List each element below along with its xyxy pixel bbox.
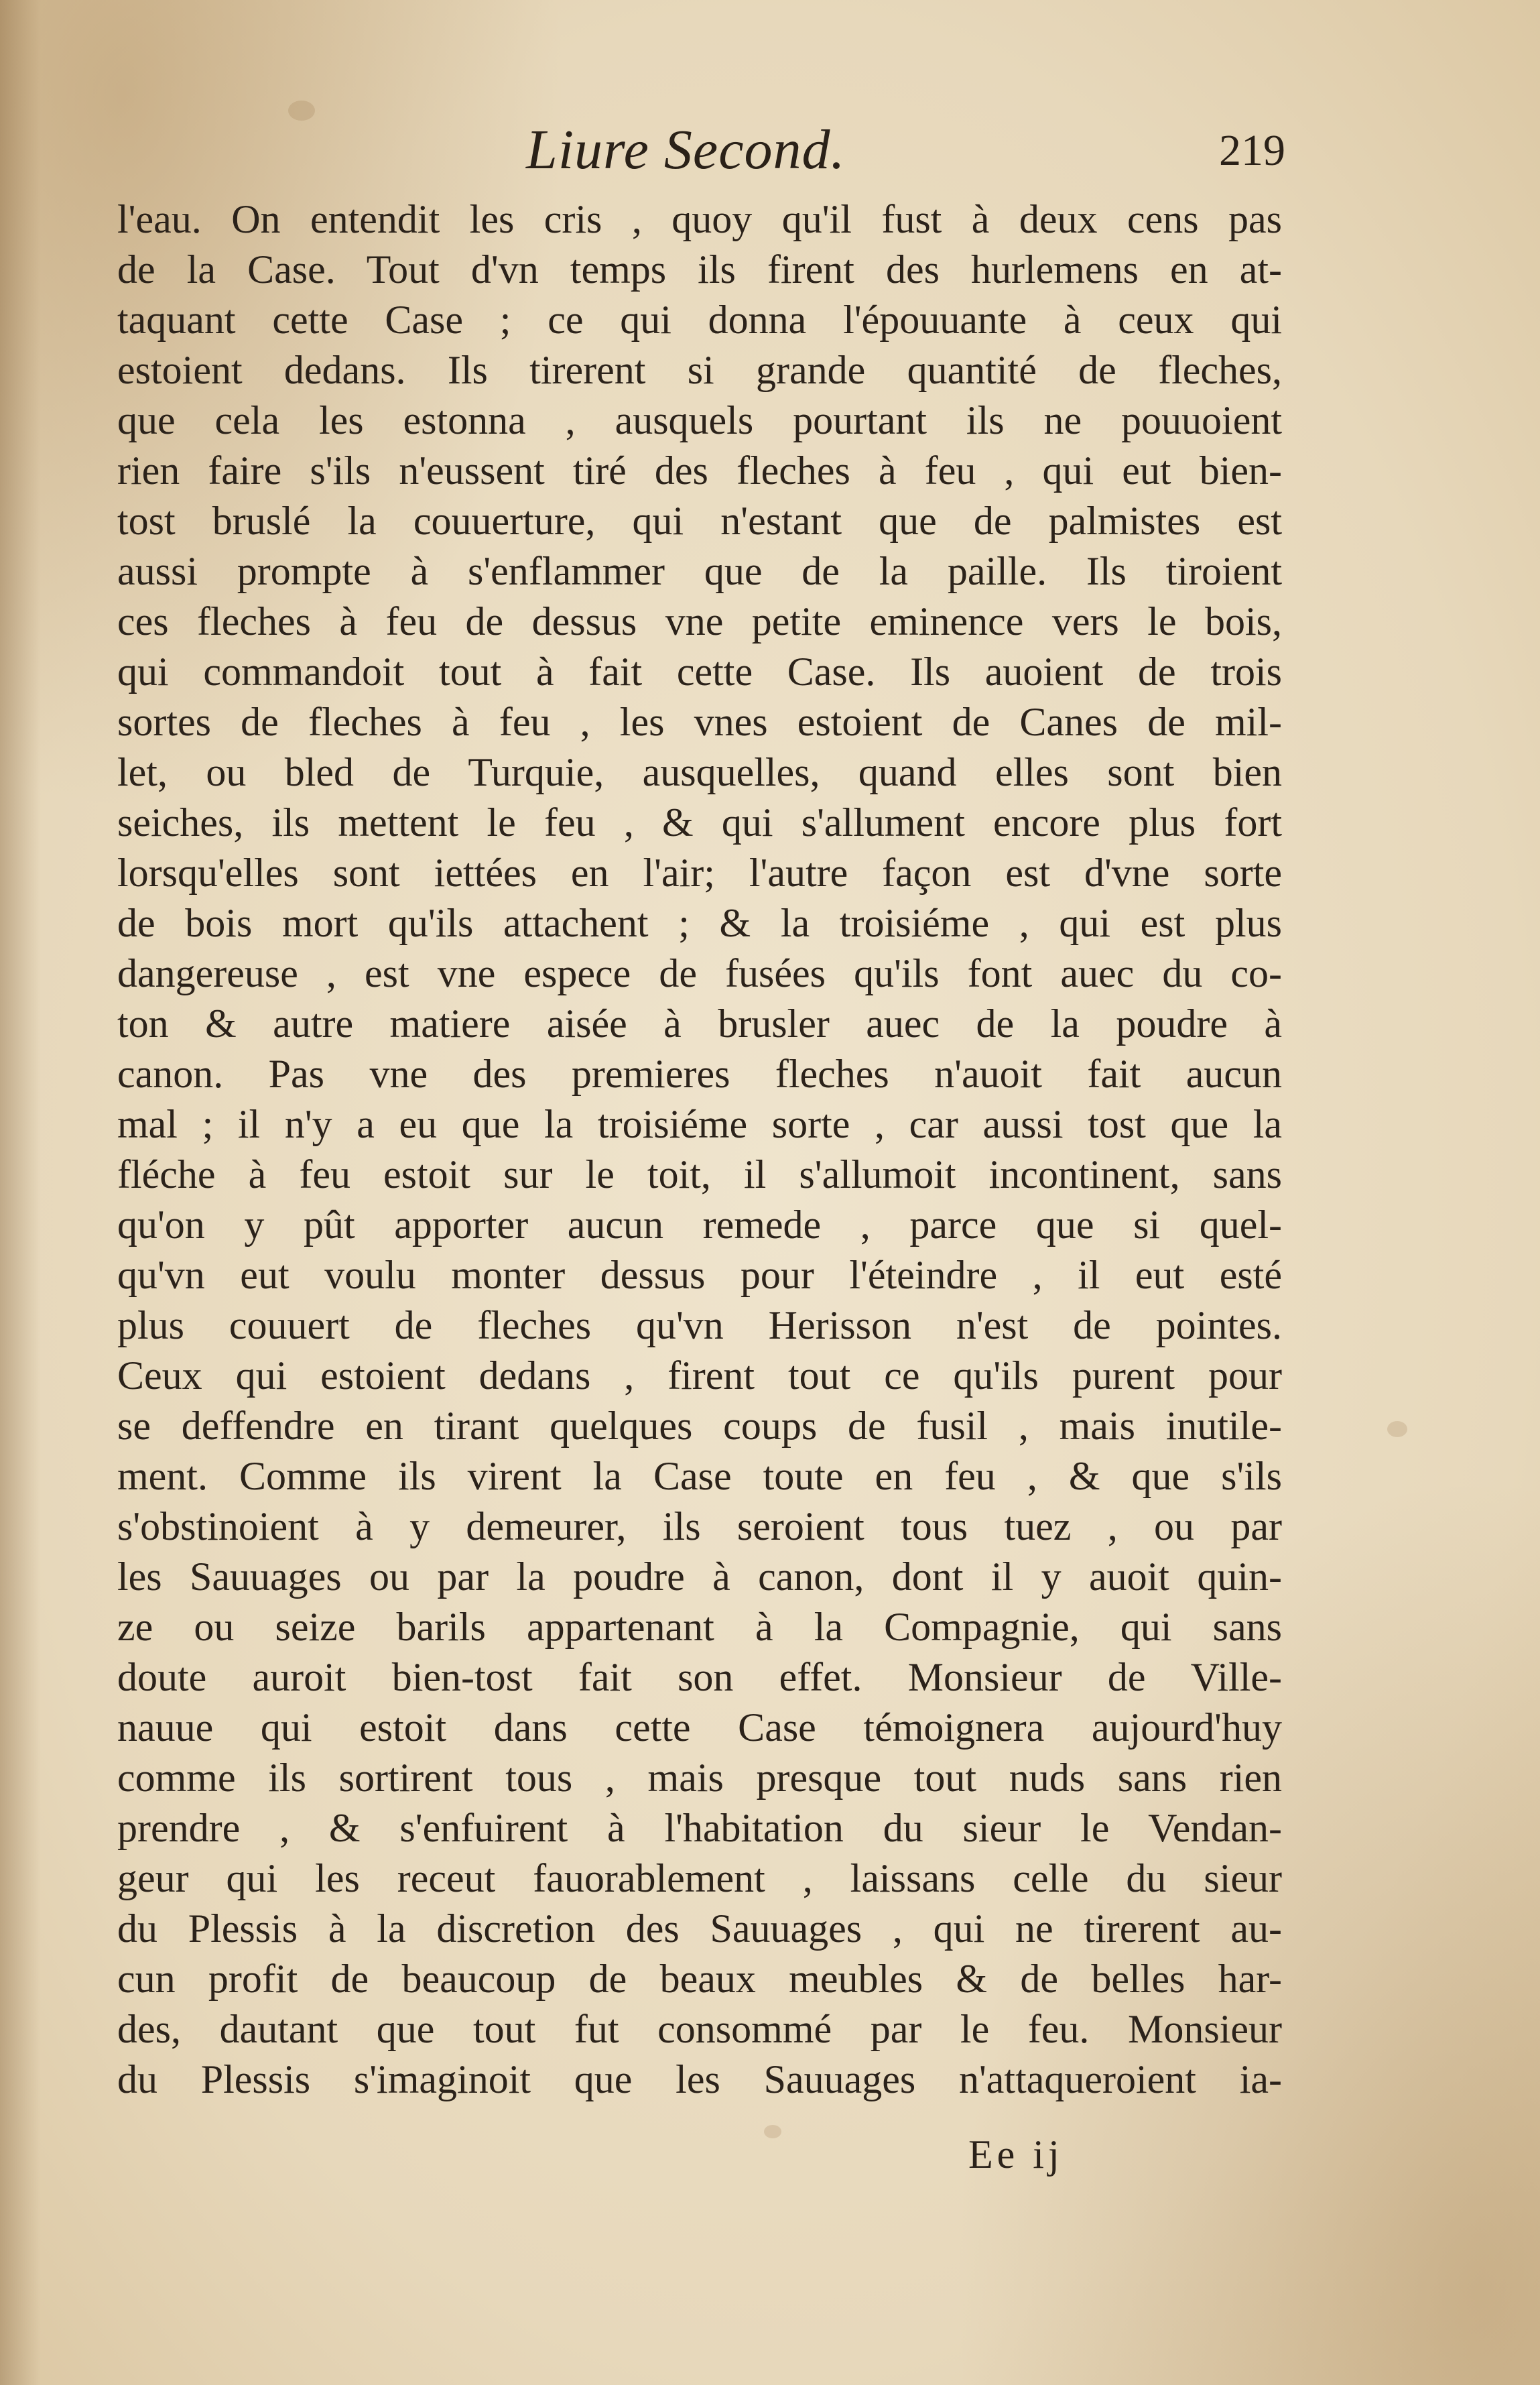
text-line: qui commandoit tout à fait cette Case. Ils auoient de trois [117, 650, 1282, 694]
text-line: de bois mort qu'ils attachent ; & la troisiéme , qui est plus [117, 901, 1282, 945]
text-line: mal ; il n'y a eu que la troisiéme sorte , car aussi tost que la [117, 1102, 1282, 1146]
text-line: ton & autre matiere aisée à brusler auec de la poudre à [117, 1001, 1282, 1046]
text-line: qu'on y pût apporter aucun remede , parce que si quel- [117, 1203, 1282, 1247]
text-line: lorsqu'elles sont iettées en l'air; l'autre façon est d'vne sorte [117, 851, 1282, 895]
running-title: Liure Second. [526, 119, 846, 181]
text-line: se deffendre en tirant quelques coups de fusil , mais inutile- [117, 1404, 1282, 1448]
text-line: qu'vn eut voulu monter dessus pour l'éteindre , il eut esté [117, 1253, 1282, 1297]
text-line: plus couuert de fleches qu'vn Herisson n'est de pointes. [117, 1303, 1282, 1347]
page-edge-shadow [0, 0, 40, 2385]
text-line: rien faire s'ils n'eussent tiré des fleches à feu , qui eut bien- [117, 448, 1282, 493]
text-line: du Plessis à la discretion des Sauuages , qui ne tirerent au- [117, 1906, 1282, 1951]
body-text [117, 194, 1282, 2105]
text-line: que cela les estonna , ausquels pourtant ils ne pouuoient [117, 398, 1282, 442]
text-line: aussi prompte à s'enflammer que de la paille. Ils tiroient [117, 549, 1282, 593]
text-line: des, dautant que tout fut consommé par le feu. Monsieur [117, 2007, 1282, 2051]
text-line: ces fleches à feu de dessus vne petite eminence vers le bois, [117, 599, 1282, 644]
text-line: ment. Comme ils virent la Case toute en feu , & que s'ils [117, 1454, 1282, 1498]
text-line: Ceux qui estoient dedans , firent tout ce qu'ils purent pour [117, 1353, 1282, 1398]
text-line: cun profit de beaucoup de beaux meubles & de belles har- [117, 1957, 1282, 2001]
page-number: 219 [1219, 126, 1285, 175]
text-line: dangereuse , est vne espece de fusées qu'ils font auec du co- [117, 951, 1282, 995]
paper-stain [1387, 1421, 1407, 1437]
signature-mark: Ee ij [968, 2132, 1064, 2177]
text-line: s'obstinoient à y demeurer, ils seroient tous tuez , ou par [117, 1504, 1282, 1548]
text-line: du Plessis s'imaginoit que les Sauuages n'attaqueroient ia- [117, 2057, 1282, 2101]
page-header [117, 117, 1285, 191]
text-line: taquant cette Case ; ce qui donna l'épouuante à ceux qui [117, 298, 1282, 342]
text-line: nauue qui estoit dans cette Case témoignera aujourd'huy [117, 1705, 1282, 1750]
text-line: let, ou bled de Turquie, ausquelles, quand elles sont bien [117, 750, 1282, 794]
text-line: prendre , & s'enfuirent à l'habitation du sieur le Vendan- [117, 1806, 1282, 1850]
text-line: doute auroit bien-tost fait son effet. Monsieur de Ville- [117, 1655, 1282, 1699]
text-line: l'eau. On entendit les cris , quoy qu'il fust à deux cens pas [117, 197, 1282, 241]
text-line: de la Case. Tout d'vn temps ils firent des hurlemens en at- [117, 247, 1282, 292]
text-line: seiches, ils mettent le feu , & qui s'allument encore plus fort [117, 800, 1282, 845]
text-line: les Sauuages ou par la poudre à canon, dont il y auoit quin- [117, 1554, 1282, 1599]
text-line: ze ou seize barils appartenant à la Compagnie, qui sans [117, 1605, 1282, 1649]
text-line: estoient dedans. Ils tirerent si grande quantité de fleches, [117, 348, 1282, 392]
text-line: sortes de fleches à feu , les vnes estoient de Canes de mil- [117, 700, 1282, 744]
text-line: tost bruslé la couuerture, qui n'estant que de palmistes est [117, 499, 1282, 543]
text-line: comme ils sortirent tous , mais presque tout nuds sans rien [117, 1756, 1282, 1800]
text-line: fléche à feu estoit sur le toit, il s'allumoit incontinent, sans [117, 1152, 1282, 1197]
text-line: canon. Pas vne des premieres fleches n'auoit fait aucun [117, 1052, 1282, 1096]
paper-stain [764, 2125, 781, 2138]
text-line: geur qui les receut fauorablement , laissans celle du sieur [117, 1856, 1282, 1900]
